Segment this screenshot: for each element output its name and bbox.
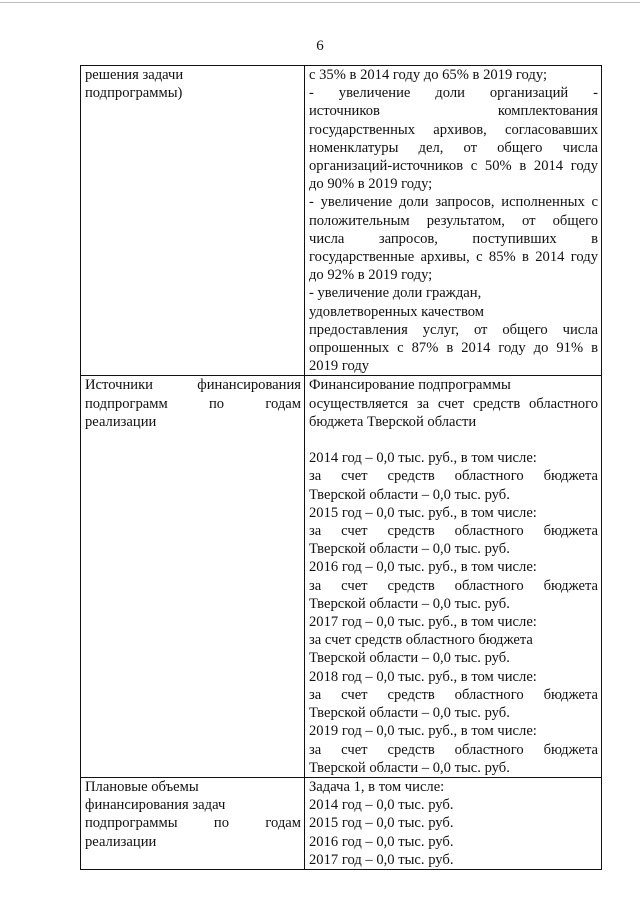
text-line: удовлетворенных качеством [309,303,485,320]
text-line: 2017 год – 0,0 тыс. руб., в том числе: [309,614,537,631]
text-line: Финансирование подпрограммы [309,377,511,394]
text-line: Тверской области – 0,0 тыс. руб. [309,650,510,667]
blank-line [309,431,598,449]
row-value-cell [305,777,602,869]
text-line: 2019 год – 0,0 тыс. руб., в том числе: [309,723,537,740]
passport-table [80,65,602,870]
text-line: Тверской области – 0,0 тыс. руб. [309,541,510,558]
text-line: предоставления услуг, от общего числа [309,321,598,338]
text-line: опрошенных с 87% в 2014 году до 91% в [309,340,598,357]
text-line: с 35% в 2014 году до 65% в 2019 году; [309,67,547,83]
text-line: до 90% в 2019 году; [309,176,433,193]
text-line: до 92% в 2019 году; [309,267,433,284]
text-line: 2014 год – 0,0 тыс. руб., в том числе: [309,450,537,467]
text-line: - увеличение доли граждан, [309,285,482,302]
row-label-cell [81,376,305,777]
text-line: за счет средств областного бюджета [309,686,598,703]
row-label-cell [81,66,305,376]
text-line: 2015 год – 0,0 тыс. руб. [309,815,454,832]
text-line: положительным результатом, от общего [309,212,598,229]
row-value-cell [305,66,602,376]
table-row [81,376,602,777]
text-line: решения задачи [85,67,184,83]
page-number: 6 [316,38,324,54]
text-line: осуществляется за счет средств областного [309,395,598,412]
text-line: реализации [85,413,157,430]
text-line: организаций-источников с 50% в 2014 году [309,158,598,175]
table-row [81,66,602,376]
text-line: 2016 год – 0,0 тыс. руб., в том числе: [309,559,537,576]
text-line: финансирования задач [85,797,226,814]
scan-edge-rule [0,2,640,3]
text-line: Тверской области – 0,0 тыс. руб. [309,595,510,612]
text-line: за счет средств областного бюджета [309,741,598,758]
text-line: числа запросов, поступивших в [309,230,598,247]
text-line: 2017 год – 0,0 тыс. руб. [309,851,454,868]
text-line: Тверской области – 0,0 тыс. руб. [309,759,510,776]
text-line: за счет средств областного бюджета [309,468,598,485]
text-line: Задача 1, в том числе: [309,778,445,795]
text-line: источников комплектования [309,103,598,120]
text-line: Тверской области – 0,0 тыс. руб. [309,705,510,722]
text-line: Источники финансирования [85,377,301,394]
text-line: 2015 год – 0,0 тыс. руб., в том числе: [309,504,537,521]
text-line: Плановые объемы [85,778,199,795]
text-line: реализации [85,833,157,850]
row-value-cell [305,376,602,777]
text-line: за счет средств областного бюджета [309,523,598,540]
table-row [81,777,602,869]
row-label-cell [81,777,305,869]
text-line: 2014 год – 0,0 тыс. руб. [309,797,454,814]
text-line: государственные архивы, с 85% в 2014 году [309,249,598,266]
text-line: - увеличение доли организаций - [309,85,598,102]
text-line: Тверской области – 0,0 тыс. руб. [309,486,510,503]
text-line: подпрограмм по годам [85,395,301,412]
text-line: государственных архивов, согласовавших [309,121,598,138]
text-line: 2019 году [309,358,370,375]
text-line: подпрограммы по годам [85,815,301,832]
text-line: номенклатуры дел, от общего числа [309,139,598,156]
text-line: бюджета Тверской области [309,413,477,430]
text-line: 2018 год – 0,0 тыс. руб., в том числе: [309,668,537,685]
text-line: - увеличение доли запросов, исполненных с [309,194,598,211]
text-line: за счет средств областного бюджета [309,577,598,594]
text-line: за счет средств областного бюджета [309,632,533,649]
text-line: подпрограммы) [85,85,183,102]
text-line: 2016 год – 0,0 тыс. руб. [309,833,454,850]
